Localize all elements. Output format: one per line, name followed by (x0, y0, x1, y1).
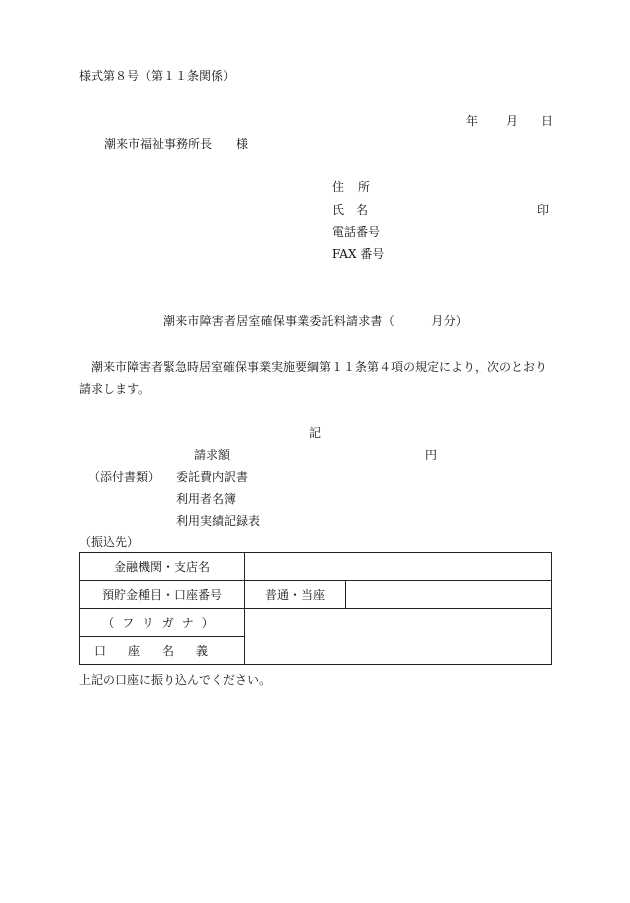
furigana-label: （フリガナ） (80, 609, 245, 637)
closing-text: 上記の口座に振り込んでください。 (79, 673, 272, 687)
applicant-phone-label: 電話番号 (332, 225, 381, 239)
claim-amount-label: 請求額 (194, 448, 231, 462)
addressee-name: 潮来市福祉事務所長 (104, 137, 213, 151)
attachment-item: 委託費内訳書 (176, 470, 249, 484)
addressee (104, 136, 248, 152)
applicant-name-label: 氏 名 (332, 203, 369, 217)
date-month-label: 月 (506, 114, 519, 128)
seal-mark: 印 (537, 203, 550, 217)
body-text: 潮来市障害者緊急時居室確保事業実施要綱第１１条第４項の規定により，次のとおり請求します。 (79, 360, 548, 396)
table-row (80, 553, 552, 581)
applicant-fax-label: FAX 番号 (332, 247, 385, 261)
table-row (80, 581, 552, 609)
account-name-field[interactable] (245, 609, 552, 665)
account-name-label: 口座名義 (80, 637, 245, 665)
applicant-address-label: 住 所 (332, 180, 372, 194)
form-number: 様式第８号（第１１条関係） (79, 69, 236, 83)
account-number-field[interactable] (346, 581, 552, 609)
date-year-label: 年 (466, 114, 479, 128)
attachment-item: 利用実績記録表 (176, 514, 261, 528)
document-title: 潮来市障害者居室確保事業委託料請求書（ 月分） (163, 314, 469, 328)
bank-transfer-table (79, 552, 552, 665)
institution-label: 金融機関・支店名 (80, 553, 245, 581)
currency-label: 円 (425, 448, 438, 462)
addressee-honorific: 様 (236, 137, 249, 151)
institution-field[interactable] (245, 553, 552, 581)
deposit-type-label: 預貯金種目・口座番号 (80, 581, 245, 609)
attachment-item: 利用者名簿 (176, 492, 237, 506)
bank-transfer-heading: （振込先） (79, 535, 140, 549)
attachments-label: （添付書類） (88, 470, 161, 484)
deposit-type-value[interactable]: 普通・当座 (245, 581, 346, 609)
record-label: 記 (309, 426, 322, 440)
date-day-label: 日 (541, 114, 554, 128)
table-row (80, 609, 552, 637)
